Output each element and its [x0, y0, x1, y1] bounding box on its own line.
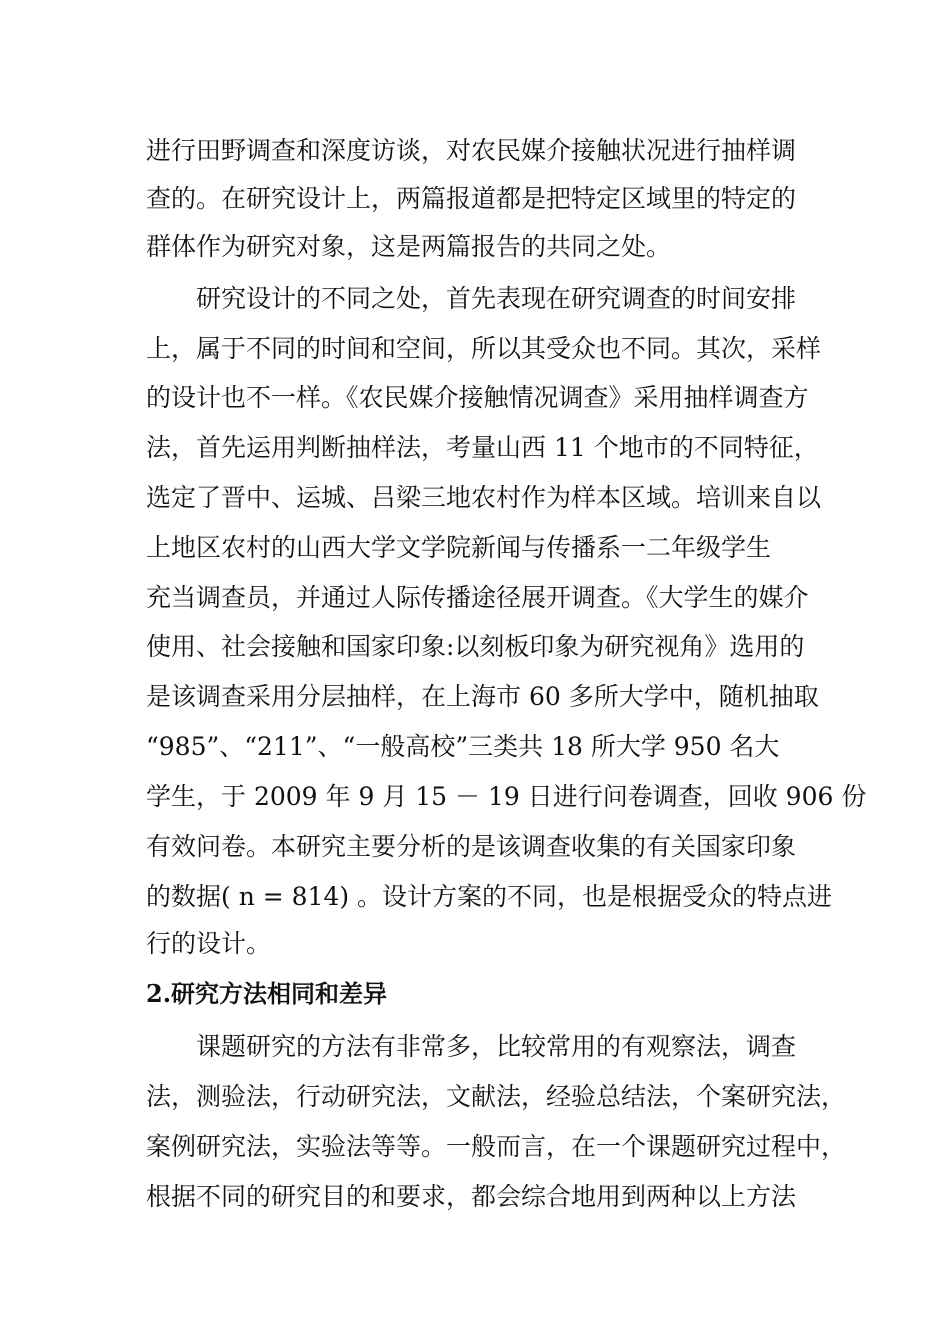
- paragraph-2-line-10: “985”、“211”、“一般高校”三类共 18 所大学 950 名大: [146, 732, 780, 761]
- paragraph-2-line-3: 的设计也不一样。《农民媒介接触情况调查》采用抽样调查方: [146, 383, 809, 412]
- paragraph-2-line-2: 上，属于不同的时间和空间，所以其受众也不同。其次，采样: [146, 334, 822, 363]
- paragraph-1-line-2: 查的。在研究设计上，两篇报道都是把特定区域里的特定的: [146, 184, 797, 213]
- paragraph-2-line-13: 的数据( n = 814) 。设计方案的不同，也是根据受众的特点进: [146, 882, 833, 911]
- paragraph-2-line-5: 选定了晋中、运城、吕梁三地农村作为样本区域。培训来自以: [146, 483, 822, 512]
- paragraph-1-line-3: 群体作为研究对象，这是两篇报告的共同之处。: [146, 232, 672, 261]
- paragraph-2-line-6: 上地区农村的山西大学文学院新闻与传播系一二年级学生: [146, 533, 772, 562]
- paragraph-3-line-1: 课题研究的方法有非常多，比较常用的有观察法，调查: [196, 1032, 797, 1061]
- paragraph-2-line-8: 使用、社会接触和国家印象:以刻板印象为研究视角》选用的: [146, 632, 805, 661]
- paragraph-2-line-14: 行的设计。: [146, 929, 272, 958]
- paragraph-2-line-12: 有效问卷。本研究主要分析的是该调查收集的有关国家印象: [146, 832, 797, 861]
- paragraph-2-line-9: 是该调查采用分层抽样，在上海市 60 多所大学中，随机抽取: [146, 682, 819, 711]
- paragraph-2-line-11: 学生，于 2009 年 9 月 15 － 19 日进行问卷调查，回收 906 份: [146, 782, 867, 811]
- paragraph-2-line-4: 法，首先运用判断抽样法，考量山西 11 个地市的不同特征，: [146, 433, 819, 462]
- paragraph-1-line-1: 进行田野调查和深度访谈，对农民媒介接触状况进行抽样调: [146, 136, 797, 165]
- paragraph-3-line-4: 根据不同的研究目的和要求，都会综合地用到两种以上方法: [146, 1182, 797, 1211]
- paragraph-2-line-7: 充当调查员，并通过人际传播途径展开调查。《大学生的媒介: [146, 583, 809, 612]
- paragraph-3-line-2: 法，测验法，行动研究法，文献法，经验总结法，个案研究法，: [146, 1082, 847, 1111]
- paragraph-2-line-1: 研究设计的不同之处，首先表现在研究调查的时间安排: [196, 284, 797, 313]
- paragraph-3-line-3: 案例研究法，实验法等等。一般而言，在一个课题研究过程中，: [146, 1132, 847, 1161]
- section-heading: 2.研究方法相同和差异: [146, 979, 388, 1008]
